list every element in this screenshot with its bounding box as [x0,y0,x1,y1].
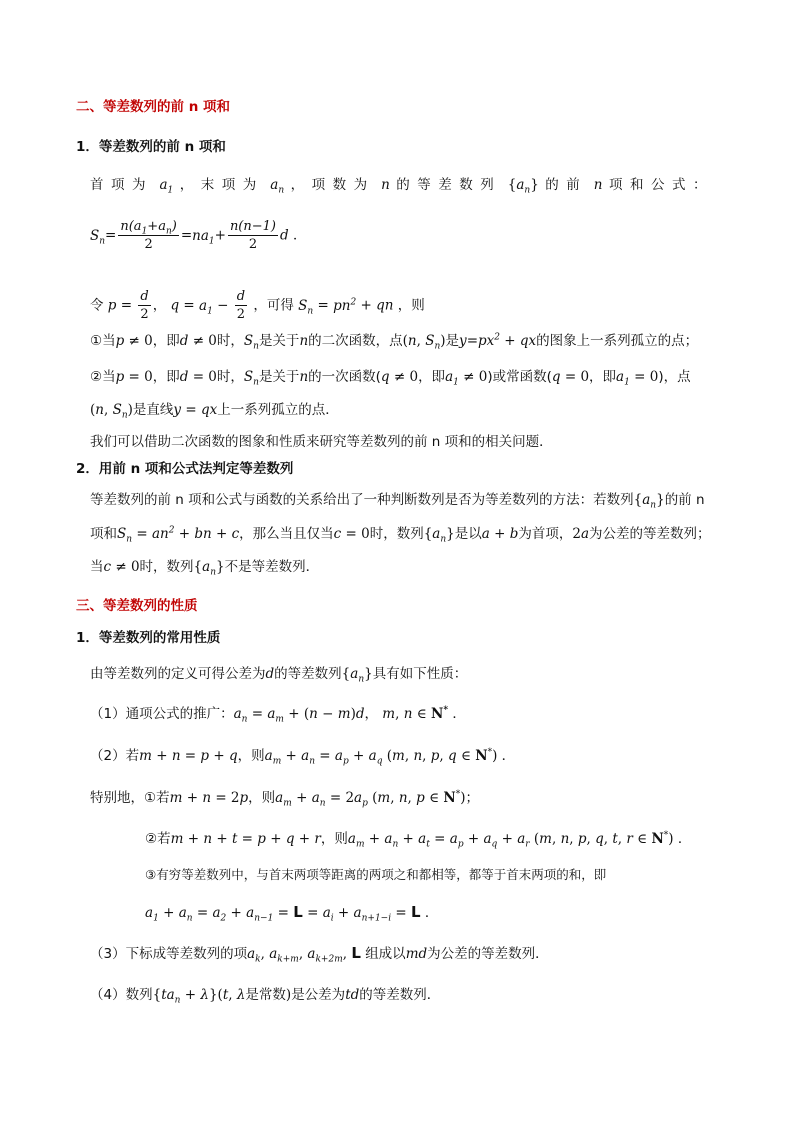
property-1: （1）通项公式的推广：$a_n = a_m + (n - m)d$， m, n ∈ N* ． [90,705,466,725]
let-p-q-line: 令 p = $\frac{d}{2}$ ， $q = a_1$ − $\frac{d}{2}$ ，可得 $S_n = pn^2$ + qn ，则 [90,289,425,322]
case-1-line: ①当p ≠ 0，即d ≠ 0时，$S_n$是关于n的二次函数，点(n, $S_n$)是$y=px^2$ + qx的图象上一系列孤立的点； [90,332,699,352]
properties-intro: 由等差数列的定义可得公差为d的等差数列$\{a_n\}$具有如下性质： [90,666,468,685]
property-2: （2）若m + n = p + q，则$a_m + a_n = a_p + a_q$ (m, n, p, q ∈ N*) ． [90,747,516,767]
section-2-heading: 二、等差数列的前 n 项和 [76,99,231,115]
criterion-line-3: 当c ≠ 0时，数列$\{a_n\}$不是等差数列． [90,559,320,578]
special-case-3-formula: $a_1 + a_n = a_2 + a_{n-1} = L = a_i + a_{n+1-i} = L$ ． [145,903,439,924]
properties-heading: 1．等差数列的常用性质 [76,630,221,646]
property-4: （4）数列$\{ta_n + \lambda\}(t$, λ是常数)是公差为td的等差数列． [90,987,441,1006]
subsection-1-heading: 1．等差数列的前 n 项和 [76,139,226,155]
property-3: （3）下标成等差数列的项$a_k$, $a_{k+m}$, $a_{k+2m}$, L 组成以md为公差的等差数列． [90,944,549,965]
sum-formula-intro: 首项为 $a_1$ ，末项为 $a_n$ ，项数为 n 的等差数列 $\{a_n\}$ 的前 n 项和公式： [90,177,714,196]
sum-formula: $S_n=$ $\frac{n(a_1+a_n)}{2}$ $=na_1+$ $\frac{n(n-1)}{2}$ d ． [90,219,307,252]
section-3-heading: 三、等差数列的性质 [76,598,198,614]
criterion-line-2: 项和$S_n = an^2$ + bn + c，那么当且仅当c = 0时，数列$\{a_n\}$是以a + b为首项，2a为公差的等差数列； [90,525,711,545]
subsection-2-heading: 2．用前 n 项和公式法判定等差数列 [76,461,294,477]
case-2-continuation: (n, $S_n$)是直线y = qx上一系列孤立的点． [90,402,339,421]
special-case-2: ②若m + n + t = p + q + r，则$a_m + a_n + a_t = a_p + a_q + a_r$ (m, n, p, q, t, r ∈ N*) ． [145,830,692,850]
case-2-line: ②当p = 0，即d = 0时，$S_n$是关于n的一次函数(q ≠ 0，即$a_1 \ne 0$)或常函数(q = 0，即$a_1 = 0$)，点 [90,369,691,388]
conclusion-text: 我们可以借助二次函数的图象和性质来研究等差数列的前 n 项和的相关问题． [90,434,553,450]
criterion-line-1: 等差数列的前 n 项和公式与函数的关系给出了一种判断数列是否为等差数列的方法：若数列$\{a_n\}$的前 n [90,492,705,511]
special-case-1: 特别地，①若m + n = 2p，则$a_m + a_n = 2a_p$ (m, n, p ∈ N*)； [90,789,479,809]
special-case-3: ③有穷等差数列中，与首末两项等距离的两项之和都相等，都等于首末两项的和，即 [145,867,607,882]
